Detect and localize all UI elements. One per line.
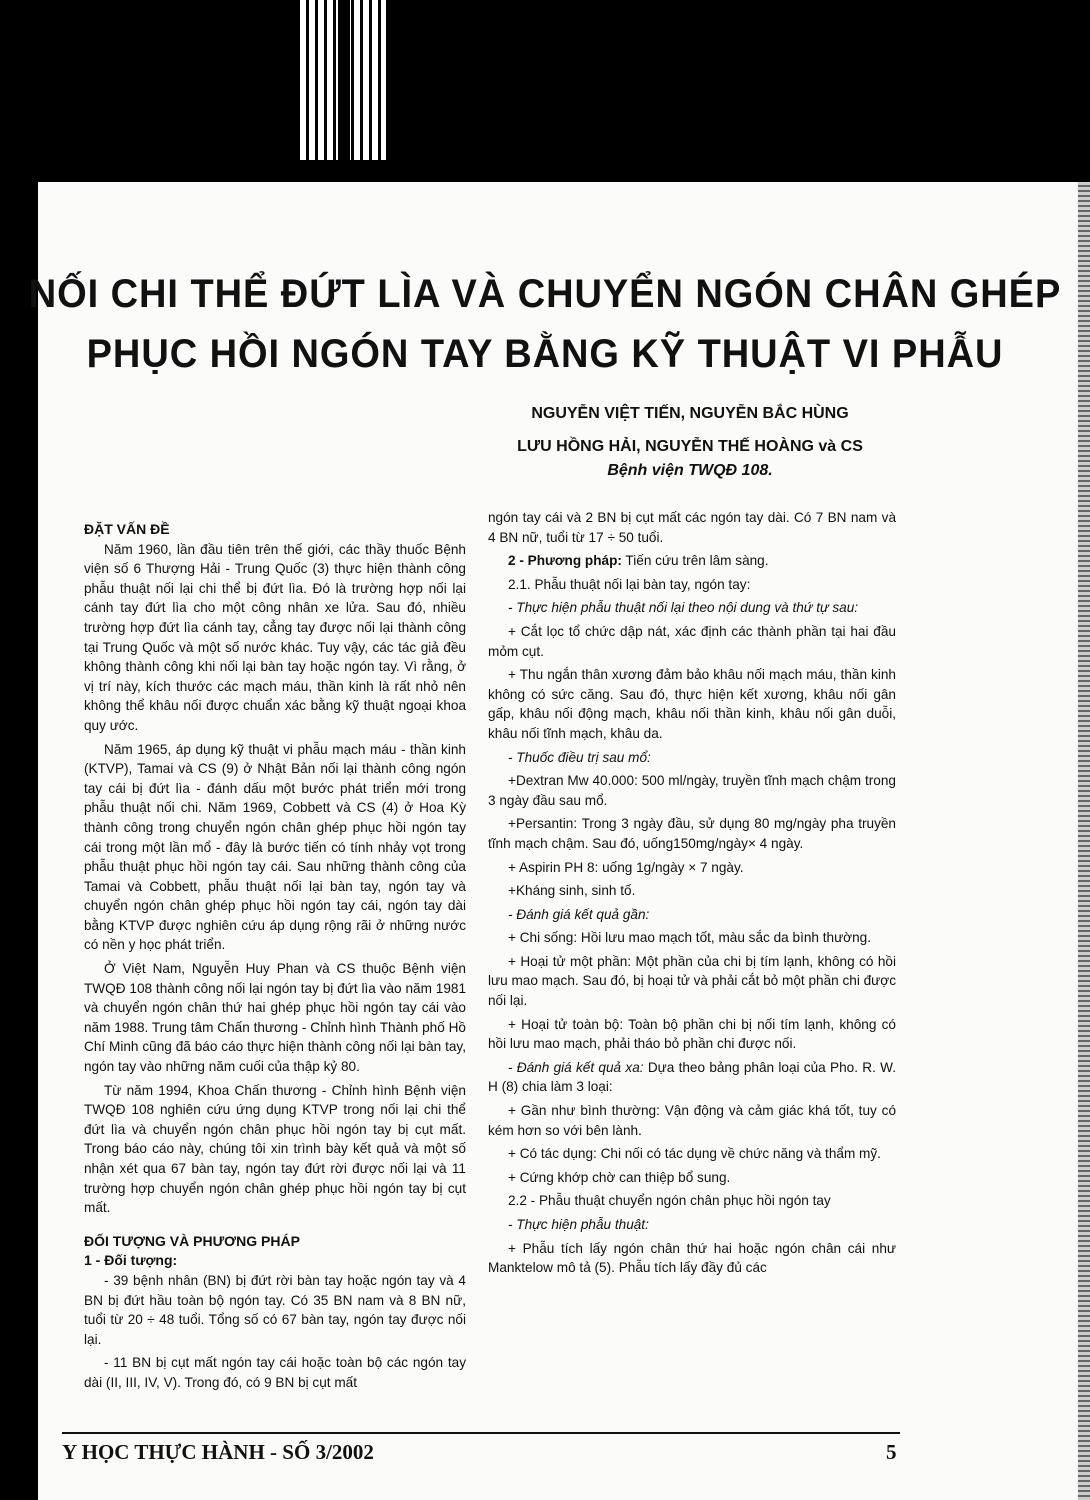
paragraph: Ở Việt Nam, Nguyễn Huy Phan và CS thuộc Bệnh viện TWQĐ 108 thành công nối lại ngón tay bị đứt lìa vào năm 1981 và chuyển ngón chân thứ hai ghép phục hồi ngón tay cái vào năm 1988. Trung tâm Chấn thương - Chỉnh hình Thành phố Hồ Chí Minh cũng đã báo cáo thực hiện thành công nối lại bàn tay, ngón tay vào những năm cuối của thập kỷ 80. [84, 961, 466, 1075]
footer-rule [62, 1432, 900, 1434]
paragraph: Năm 1965, áp dụng kỹ thuật vi phẫu mạch máu - thần kinh (KTVP), Tamai và CS (9) ở Nhật Bản nối lại thành công ngón tay cái bị đứt lìa - đánh dấu một bước phát triển mới trong phẫu thuật nối chi. Năm 1969, Cobbett và CS (4) ở Hoa Kỳ thành công trong chuyển ngón chân ghép phục hồi ngón tay cái trong một lần mổ - đây là bước tiến có tính nhảy vọt trong phẫu thuật phục hồi ngón tay cái. Sau những thành công của Tamai và Cobbett, phẫu thuật nối lại bàn tay, ngón tay và chuyển ngón chân ghép phục hồi ngón tay cái, ngón tay dài bằng KTVP được nghiên cứu áp dụng rộng rãi ở những nước có nền y học phát triển. [84, 741, 466, 953]
paragraph: - Đánh giá kết quả gần: [508, 906, 650, 922]
paragraph: + Thu ngắn thân xương đảm bảo khâu nối mạch máu, thần kinh không có sức căng. Sau đó, thực hiện kết xương, khâu nối gân gấp, khâu nối động mạch, khâu nối thần kinh, khâu nối gân duỗi, khâu nối tĩnh mạch, khâu da. [488, 667, 896, 741]
paragraph: +Dextran Mw 40.000: 500 ml/ngày, truyền tĩnh mạch chậm trong 3 ngày đầu sau mổ. [488, 773, 896, 808]
paragraph: + Cắt lọc tổ chức dập nát, xác định các thành phần tại hai đầu mỏm cụt. [488, 623, 896, 659]
paragraph: - Thực hiện phẫu thuật nối lại theo nội dung và thứ tự sau: [508, 600, 859, 616]
paragraph: 2.2 - Phẫu thuật chuyển ngón chân phục hồi ngón tay [508, 1193, 831, 1209]
paragraph: + Cứng khớp chờ can thiệp bổ sung. [508, 1169, 731, 1185]
paragraph: + Aspirin PH 8: uống 1g/ngày × 7 ngày. [508, 859, 744, 875]
paragraph: Năm 1960, lần đầu tiên trên thế giới, các thầy thuốc Bệnh viện số 6 Thượng Hải - Trung Quốc (3) thực hiện thành công phẫu thuật nối lại chi thể bị đứt lìa. Đó là trường hợp nối lại cánh tay đứt lìa cho một công nhân xe lửa. Sau đó, nhiều trường hợp đứt lìa cánh tay, cẳng tay được nối lại thành công tại Trung Quốc và một số nước khác. Tuy vậy, các tác giả đều không thành công khi nối lại bàn tay hoặc ngón tay. Vì rằng, ở vị trí này, kích thước các mạch máu, thần kinh là rất nhỏ nên không thể khâu nối được chuẩn xác bằng kỹ thuật ngoại khoa quy ước. [84, 541, 466, 733]
assessment-label: - Đánh giá kết quả xa: [508, 1059, 644, 1075]
paragraph: 2.1. Phẫu thuật nối lại bàn tay, ngón tay: [508, 576, 751, 592]
page-edge [1078, 182, 1090, 1500]
authors-line2: LƯU HỒNG HẢI, NGUYỄN THẾ HOÀNG và CS [517, 438, 863, 455]
left-column [84, 520, 466, 1393]
journal-name: Y HỌC THỰC HÀNH - SỐ 3/2002 [62, 1440, 374, 1464]
paragraph-method [488, 551, 896, 571]
paragraph: - Thuốc điều trị sau mổ: [508, 749, 651, 765]
paragraph: + Chi sống: Hồi lưu mao mạch tốt, màu sắc da bình thường. [508, 930, 871, 946]
section-heading-methods: ĐỐI TƯỢNG VÀ PHƯƠNG PHÁP [84, 1232, 300, 1249]
paragraph: + Hoại tử một phần: Một phần của chi bị tím lạnh, không có hồi lưu mao mạch. Sau đó, bị hoại tử và phải cắt bỏ một phần chi được nối lại. [488, 953, 896, 1009]
paragraph: + Gần như bình thường: Vận động và cảm giác khá tốt, tuy có kém hơn so với bên lành. [488, 1103, 896, 1138]
page-number: 5 [886, 1440, 897, 1464]
method-label: 2 - Phương pháp: [508, 553, 622, 569]
method-text: Tiến cứu trên lâm sàng. [621, 553, 769, 569]
binding-gap [338, 0, 350, 160]
subheading-subjects: 1 - Đối tượng: [84, 1252, 178, 1269]
page-binding-strip [300, 0, 386, 160]
paragraph: Từ năm 1994, Khoa Chấn thương - Chỉnh hình Bệnh viện TWQĐ 108 nghiên cứu ứng dụng KTVP trong nối lại chi thể đứt lìa và chuyển ngón chân phục hồi ngón tay bị cụt mất. Trong báo cáo này, chúng tôi xin trình bày kết quả và một số nhận xét qua 67 bàn tay, ngón tay đứt rời được nối lại và 11 trường hợp chuyển ngón chân ghép phục hồi ngón tay bị cụt mất. [84, 1082, 466, 1216]
paragraph: - 11 BN bị cụt mất ngón tay cái hoặc toàn bộ các ngón tay dài (II, III, IV, V). Trong đó, có 9 BN bị cụt mất [84, 1355, 466, 1390]
article-title-line1: NỐI CHI THỂ ĐỨT LÌA VÀ CHUYỂN NGÓN CHÂN GHÉP [28, 272, 1062, 316]
paragraph: ngón tay cái và 2 BN bị cụt mất các ngón tay dài. Có 7 BN nam và 4 BN nữ, tuổi từ 17 ÷ 50 tuổi. [488, 510, 896, 545]
affiliation: Bệnh viện TWQĐ 108. [607, 462, 773, 479]
paragraph: +Kháng sinh, sinh tố. [508, 883, 636, 899]
right-column [488, 508, 896, 1278]
paragraph: - Thực hiện phẫu thuật: [508, 1217, 649, 1232]
paragraph: + Phẫu tích lấy ngón chân thứ hai hoặc ngón chân cái như Manktelow mô tả (5). Phẫu tích lấy đầy đủ các [488, 1240, 896, 1276]
section-heading-intro: ĐẶT VẤN ĐỀ [84, 521, 170, 537]
paragraph: - 39 bệnh nhân (BN) bị đứt rời bàn tay hoặc ngón tay và 4 BN bị đứt hầu toàn bộ ngón tay. Có 35 BN nam và 8 BN nữ, tuổi từ 20 ÷ 48 tuổi. Tổng số có 67 bàn tay, ngón tay được nối lại. [84, 1272, 466, 1347]
assessment-text: Dựa theo bảng phân loại của Pho. R. W. H (8) chia làm 3 loại: [488, 1059, 896, 1095]
article-title-line2: PHỤC HỒI NGÓN TAY BẰNG KỸ THUẬT VI PHẪU [86, 332, 1004, 376]
authors-line1: NGUYỄN VIỆT TIẾN, NGUYỄN BẮC HÙNG [531, 405, 849, 422]
paragraph: + Có tác dụng: Chi nối có tác dụng về chức năng và thẩm mỹ. [508, 1146, 881, 1162]
paragraph-assessment [488, 1058, 896, 1097]
paragraph: +Persantin: Trong 3 ngày đầu, sử dụng 80 mg/ngày pha truyền tĩnh mạch chậm. Sau đó, uống150mg/ngày× 4 ngày. [488, 816, 896, 851]
paragraph: + Hoại tử toàn bộ: Toàn bộ phần chi bị nối tím lạnh, không có hồi lưu mao mạch, phải tháo bỏ phần chi được nối. [488, 1016, 896, 1052]
